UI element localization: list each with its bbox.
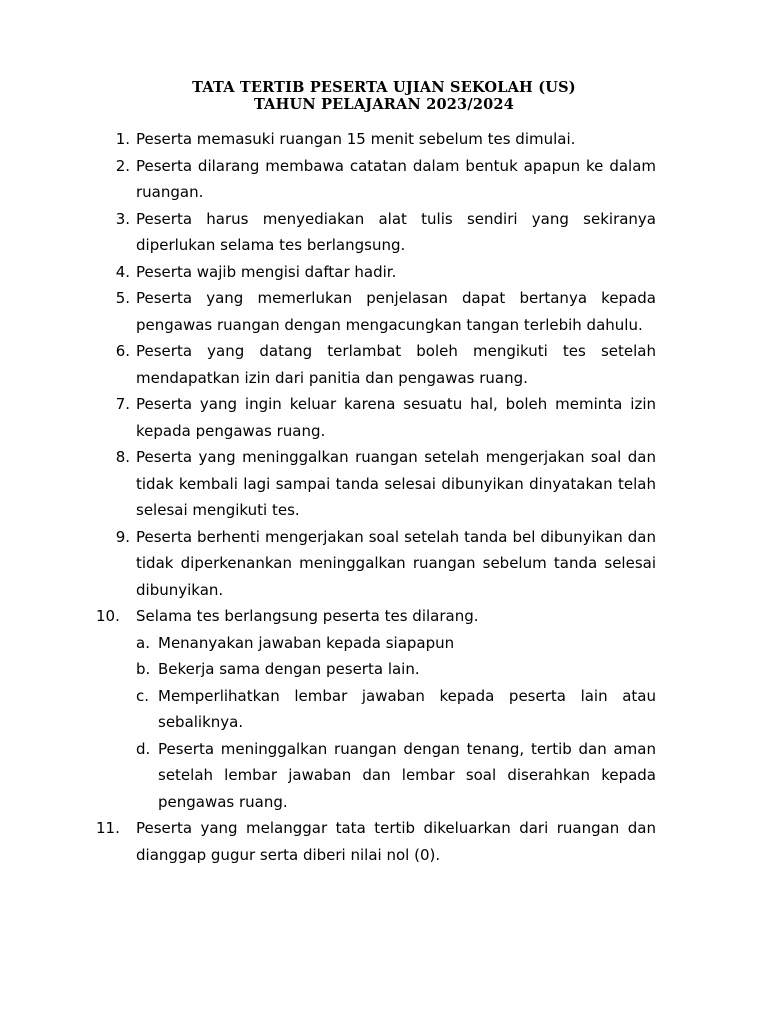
rule-item-3 xyxy=(96,206,656,259)
rule-text: Peserta yang datang terlambat boleh mengikuti tes setelah mendapatkan izin dari panitia dan pengawas ruang. xyxy=(136,342,656,387)
sub-item-letter: d. xyxy=(136,739,151,758)
rule-item-8 xyxy=(96,444,656,524)
rule-item-11 xyxy=(96,815,656,868)
rule-text: Peserta yang meninggalkan ruangan setelah mengerjakan soal dan tidak kembali lagi sampai tanda selesai dibunyikan dinyatakan telah selesai mengikuti tes. xyxy=(136,448,656,519)
rule-item-4 xyxy=(96,259,656,286)
rule-text: Peserta wajib mengisi daftar hadir. xyxy=(136,262,397,281)
rule-number: 7. xyxy=(115,395,130,413)
rule-item-2 xyxy=(96,153,656,206)
rule-item-5 xyxy=(96,285,656,338)
rule-item-1 xyxy=(96,126,656,153)
rule-text: Peserta yang melanggar tata tertib dikeluarkan dari ruangan dan dianggap gugur serta diberi nilai nol (0). xyxy=(136,819,656,864)
rules-list xyxy=(96,126,656,868)
rule-number: 1. xyxy=(115,130,130,148)
document-title xyxy=(0,79,768,113)
sub-item-text: Menanyakan jawaban kepada siapapun xyxy=(158,633,455,652)
sub-item-letter: c. xyxy=(136,686,150,705)
sub-item-letter: a. xyxy=(136,633,150,652)
rule-number: 6. xyxy=(115,342,130,360)
sub-list xyxy=(136,630,656,816)
rule-text: Peserta yang memerlukan penjelasan dapat bertanya kepada pengawas ruangan dengan mengacungkan tangan terlebih dahulu. xyxy=(136,289,656,334)
rule-text: Peserta harus menyediakan alat tulis sendiri yang sekiranya diperlukan selama tes berlangsung. xyxy=(136,209,656,254)
rule-number: 11. xyxy=(96,819,120,837)
rule-text: Selama tes berlangsung peserta tes dilarang. xyxy=(136,607,479,625)
rule-number: 2. xyxy=(115,156,130,175)
sub-item-text: Memperlihatkan lembar jawaban kepada peserta lain atau sebaliknya. xyxy=(158,686,656,731)
rule-text: Peserta dilarang membawa catatan dalam bentuk apapun ke dalam ruangan. xyxy=(136,156,656,201)
sub-item-d xyxy=(136,736,656,816)
rule-item-7 xyxy=(96,391,656,444)
sub-item-a xyxy=(136,630,656,657)
rule-number: 5. xyxy=(115,289,130,307)
title-line-1: TATA TERTIB PESERTA UJIAN SEKOLAH (US) xyxy=(192,79,576,96)
sub-item-text: Bekerja sama dengan peserta lain. xyxy=(158,660,420,678)
rule-text: Peserta memasuki ruangan 15 menit sebelum tes dimulai. xyxy=(136,130,576,148)
rule-number: 8. xyxy=(115,448,130,466)
rule-item-10 xyxy=(96,603,656,815)
rule-text: Peserta yang ingin keluar karena sesuatu hal, boleh meminta izin kepada pengawas ruang. xyxy=(136,395,656,440)
rule-number: 9. xyxy=(115,527,130,546)
rule-number: 3. xyxy=(115,209,130,228)
sub-item-c xyxy=(136,683,656,736)
rule-text: Peserta berhenti mengerjakan soal setelah tanda bel dibunyikan dan tidak diperkenankan meninggalkan ruangan sebelum tanda selesai dibunyikan. xyxy=(136,527,656,599)
title-line-2: TAHUN PELAJARAN 2023/2024 xyxy=(253,96,515,113)
rule-number: 4. xyxy=(115,262,130,281)
rule-number: 10. xyxy=(96,607,120,625)
rule-item-6 xyxy=(96,338,656,391)
rule-item-9 xyxy=(96,524,656,604)
sub-item-text: Peserta meninggalkan ruangan dengan tenang, tertib dan aman setelah lembar jawaban dan lembar soal diserahkan kepada pengawas ruang. xyxy=(158,739,656,811)
sub-item-letter: b. xyxy=(136,660,151,678)
sub-item-b xyxy=(136,656,656,683)
